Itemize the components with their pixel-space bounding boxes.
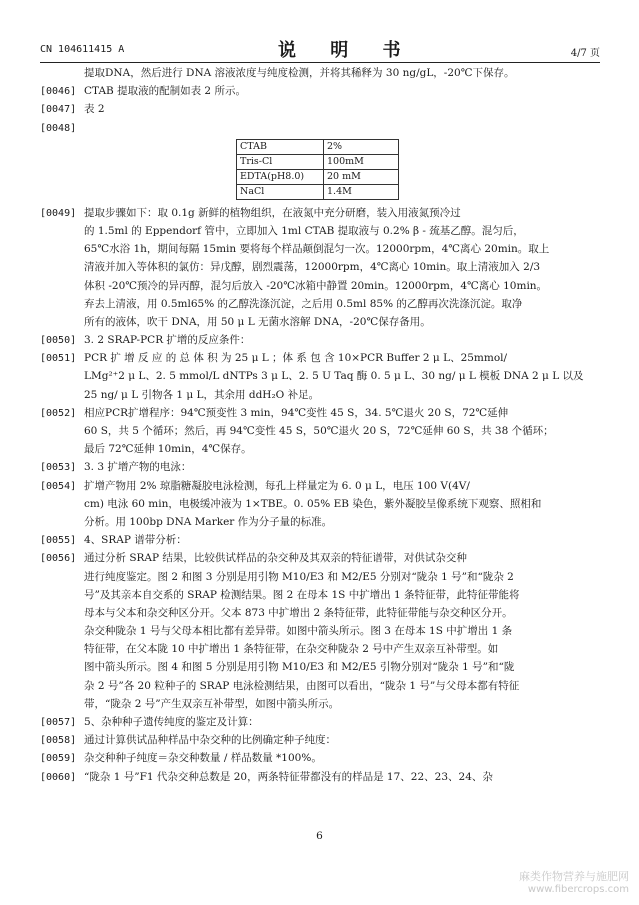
- text-line: [40, 313, 600, 331]
- line-text: 提取DNA，然后进行 DNA 溶液浓度与纯度检测，并将其稀释为 30 ng/gL，-20℃下保存。: [84, 67, 515, 79]
- line-text: 杂交种种子纯度＝杂交种数量 / 样品数量 *100%。: [84, 752, 322, 765]
- text-line: [40, 277, 600, 295]
- line-text: 清液并加入等体积的氯仿：异戊醇，剧烈震荡，12000rpm，4℃离心 10min。取上清液加入 2/3: [84, 261, 541, 274]
- table-row: [237, 184, 399, 199]
- header-rule: [40, 62, 600, 63]
- paragraph-number: [0051]: [40, 353, 77, 365]
- text-line: [40, 295, 600, 313]
- line-text: 进行纯度鉴定。图 2 和图 3 分别是用引物 M10/E3 和 M2/E5 分别对“陇杂 1 号”和“陇杂 2: [84, 570, 514, 583]
- page-count: 4/7 页: [570, 48, 600, 59]
- line-text: 体积 -20℃预冷的异丙醇，混匀后放入 -20℃冰箱中静置 20min。12000rpm，4℃离心 10min。: [84, 279, 548, 292]
- text-line: [40, 568, 600, 586]
- line-text: 3. 2 SRAP-PCR 扩增的反应条件：: [84, 334, 251, 347]
- text-line: [40, 422, 600, 440]
- paragraph-number: [0060]: [40, 771, 77, 783]
- line-text: 60 S，共 5 个循环；然后，再 94℃变性 45 S，50℃退火 20 S，72℃延伸 60 S，共 38 个循环；: [84, 425, 554, 437]
- table-row: [237, 139, 399, 154]
- paragraph-number: [0058]: [40, 735, 77, 747]
- line-text: 杂 2 号”各 20 粒种子的 SRAP 电泳检测结果，由图可以看出，“陇杂 1 号”与父母本都有特征: [84, 679, 520, 692]
- ctab-recipe-table: [236, 139, 399, 200]
- page-number: 6: [316, 830, 323, 842]
- paragraph-number: [0050]: [40, 335, 77, 347]
- reagent-name-cell: EDTA(pH8.0): [237, 169, 324, 184]
- line-text: 杂交种陇杂 1 号与父母本相比都有差异带。如图中箭头所示。图 3 在母本 1S 中扩增出 1 条: [84, 625, 513, 638]
- reagent-amount-cell: 2%: [324, 139, 399, 154]
- line-text: 通过计算供试品种样品中杂交种的比例确定种子纯度：: [84, 734, 336, 747]
- line-text: 表 2: [84, 103, 105, 116]
- paragraph-number: [0046]: [40, 86, 77, 98]
- reagent-amount-cell: 100mM: [324, 154, 399, 169]
- paragraph-number: [0056]: [40, 553, 77, 565]
- line-text: 25 ng/ μ L 引物各 1 μ L，其余用 ddH₂O 补足。: [84, 388, 320, 401]
- text-line: [40, 331, 600, 349]
- line-text: cm) 电泳 60 min，电极缓冲液为 1×TBE。0. 05% EB 染色，紫外凝胶呈像系统下观察、照相和: [84, 497, 542, 510]
- line-text: 相应PCR扩增程序：94℃预变性 3 min，94℃变性 45 S，34. 5℃退火 20 S，72℃延伸: [84, 406, 509, 419]
- paragraph-number: [0048]: [40, 122, 77, 134]
- paragraph-number: [0055]: [40, 535, 77, 547]
- line-text: 扩增产物用 2% 琼脂糖凝胶电泳检测，每孔上样量定为 6. 0 μ L，电压 100 V(4V/: [84, 479, 470, 492]
- reagent-amount-cell: 20 mM: [324, 169, 399, 184]
- document-title: 说 明 书: [278, 40, 415, 61]
- text-line: [40, 258, 600, 276]
- text-line: [40, 64, 600, 82]
- text-line: [40, 367, 600, 385]
- text-line: [40, 495, 600, 513]
- line-text: 号”及其亲本自交系的 SRAP 检测结果。图 2 在母本 1S 中扩增出 1 条特征带，此特征带能将: [84, 588, 520, 601]
- text-line: [40, 749, 600, 767]
- line-text: 通过分析 SRAP 结果，比较供试样品的杂交种及其双亲的特征谱带，对供试杂交种: [84, 552, 467, 565]
- reagent-name-cell: Tris-Cl: [237, 154, 324, 169]
- line-text: 65℃水浴 1h，期间每隔 15min 要将每个样品颠倒混匀一次。12000rpm，4℃离心 20min。取上: [84, 243, 550, 256]
- reagent-name-cell: CTAB: [237, 139, 324, 154]
- text-line: [40, 404, 600, 422]
- text-line: [40, 549, 600, 567]
- paragraph-number: [0057]: [40, 717, 77, 728]
- text-line: [40, 440, 600, 458]
- line-text: 带，“陇杂 2 号”产生双亲互补带型，如图中箭头所示。: [84, 697, 340, 710]
- paragraph-number: [0047]: [40, 104, 77, 116]
- text-line: [40, 531, 600, 549]
- text-line: [40, 222, 600, 240]
- text-line: [40, 513, 600, 531]
- paragraphs-before-table: [40, 64, 600, 137]
- text-line: [40, 349, 600, 367]
- text-line: [40, 695, 600, 713]
- watermark-url: www.fibercrops.com: [527, 884, 629, 895]
- text-line: [40, 713, 600, 731]
- text-line: [40, 477, 600, 495]
- text-line: [40, 204, 600, 222]
- text-line: [40, 240, 600, 258]
- line-text: 所有的液体，吹干 DNA，用 50 μ L 无菌水溶解 DNA，-20℃保存备用。: [84, 315, 431, 328]
- line-text: 4、SRAP 谱带分析：: [84, 534, 187, 547]
- line-text: 特征带，在父本陇 10 中扩增出 1 条特征带，在杂交种陇杂 2 号中产生双亲互补带型。如: [84, 643, 499, 656]
- text-line: [40, 604, 600, 622]
- paragraphs-after-table: [40, 204, 600, 786]
- line-text: 3. 3 扩增产物的电泳：: [84, 461, 192, 474]
- reagent-amount-cell: 1.4M: [324, 184, 399, 199]
- paragraph-number: [0054]: [40, 480, 77, 492]
- text-line: [40, 677, 600, 695]
- text-line: [40, 386, 600, 404]
- line-text: 弃去上清液，用 0.5ml65% 的乙醇洗涤沉淀，之后用 0.5ml 85% 的乙醇再次洗涤沉淀。取净: [84, 297, 523, 310]
- text-line: [40, 768, 600, 786]
- line-text: 的 1.5ml 的 Eppendorf 管中，立即加入 1ml CTAB 提取液与 0.2% β - 巯基乙醇。混匀后，: [84, 224, 524, 237]
- text-line: [40, 731, 600, 749]
- line-text: PCR 扩 增 反 应 的 总 体 积 为 25 μ L ；体 系 包 含 10×PCR Buffer 2 μ L、25mmol/: [84, 352, 508, 365]
- watermark: [429, 868, 629, 895]
- line-text: 分析。用 100bp DNA Marker 作为分子量的标准。: [84, 515, 333, 528]
- text-line: [40, 622, 600, 640]
- line-text: “陇杂 1 号”F1 代杂交种总数是 20，两条特征带都没有的样品是 17、22、23、24、杂: [84, 770, 493, 783]
- paragraph-number: [0053]: [40, 462, 77, 474]
- text-line: [40, 119, 600, 137]
- table-row: [237, 154, 399, 169]
- text-line: [40, 658, 600, 676]
- watermark-site-name: 麻类作物营养与施肥网: [519, 870, 629, 883]
- line-text: 图中箭头所示。图 4 和图 5 分别是用引物 M10/E3 和 M2/E5 引物分别对“陇杂 1 号”和“陇: [84, 661, 515, 674]
- text-line: [40, 100, 600, 118]
- reagent-name-cell: NaCl: [237, 184, 324, 199]
- page-header: [40, 36, 600, 60]
- paragraph-number: [0049]: [40, 207, 77, 219]
- table-row: [237, 169, 399, 184]
- paragraph-number: [0059]: [40, 753, 77, 765]
- line-text: LMg²⁺2 μ L、2. 5 mmol/L dNTPs 3 μ L、2. 5 U Taq 酶 0. 5 μ L、30 ng/ μ L 模板 DNA 2 μ L 以及: [84, 370, 584, 383]
- text-line: [40, 82, 600, 100]
- line-text: 提取步骤如下：取 0.1g 新鲜的植物组织，在液氮中充分研磨，装入用液氮预冷过: [84, 206, 461, 219]
- document-body: [40, 64, 600, 786]
- line-text: 母本与父本和杂交种区分开。父本 873 中扩增出 2 条特征带，此特征带能与杂交种区分开。: [84, 606, 513, 619]
- text-line: [40, 640, 600, 658]
- text-line: [40, 458, 600, 476]
- line-text: CTAB 提取液的配制如表 2 所示。: [84, 85, 246, 98]
- line-text: 最后 72℃延伸 10min，4℃保存。: [84, 443, 252, 456]
- text-line: [40, 586, 600, 604]
- line-text: 5、杂种种子遗传纯度的鉴定及计算：: [84, 716, 259, 728]
- paragraph-number: [0052]: [40, 407, 77, 419]
- patent-number: CN 104611415 A: [40, 44, 125, 55]
